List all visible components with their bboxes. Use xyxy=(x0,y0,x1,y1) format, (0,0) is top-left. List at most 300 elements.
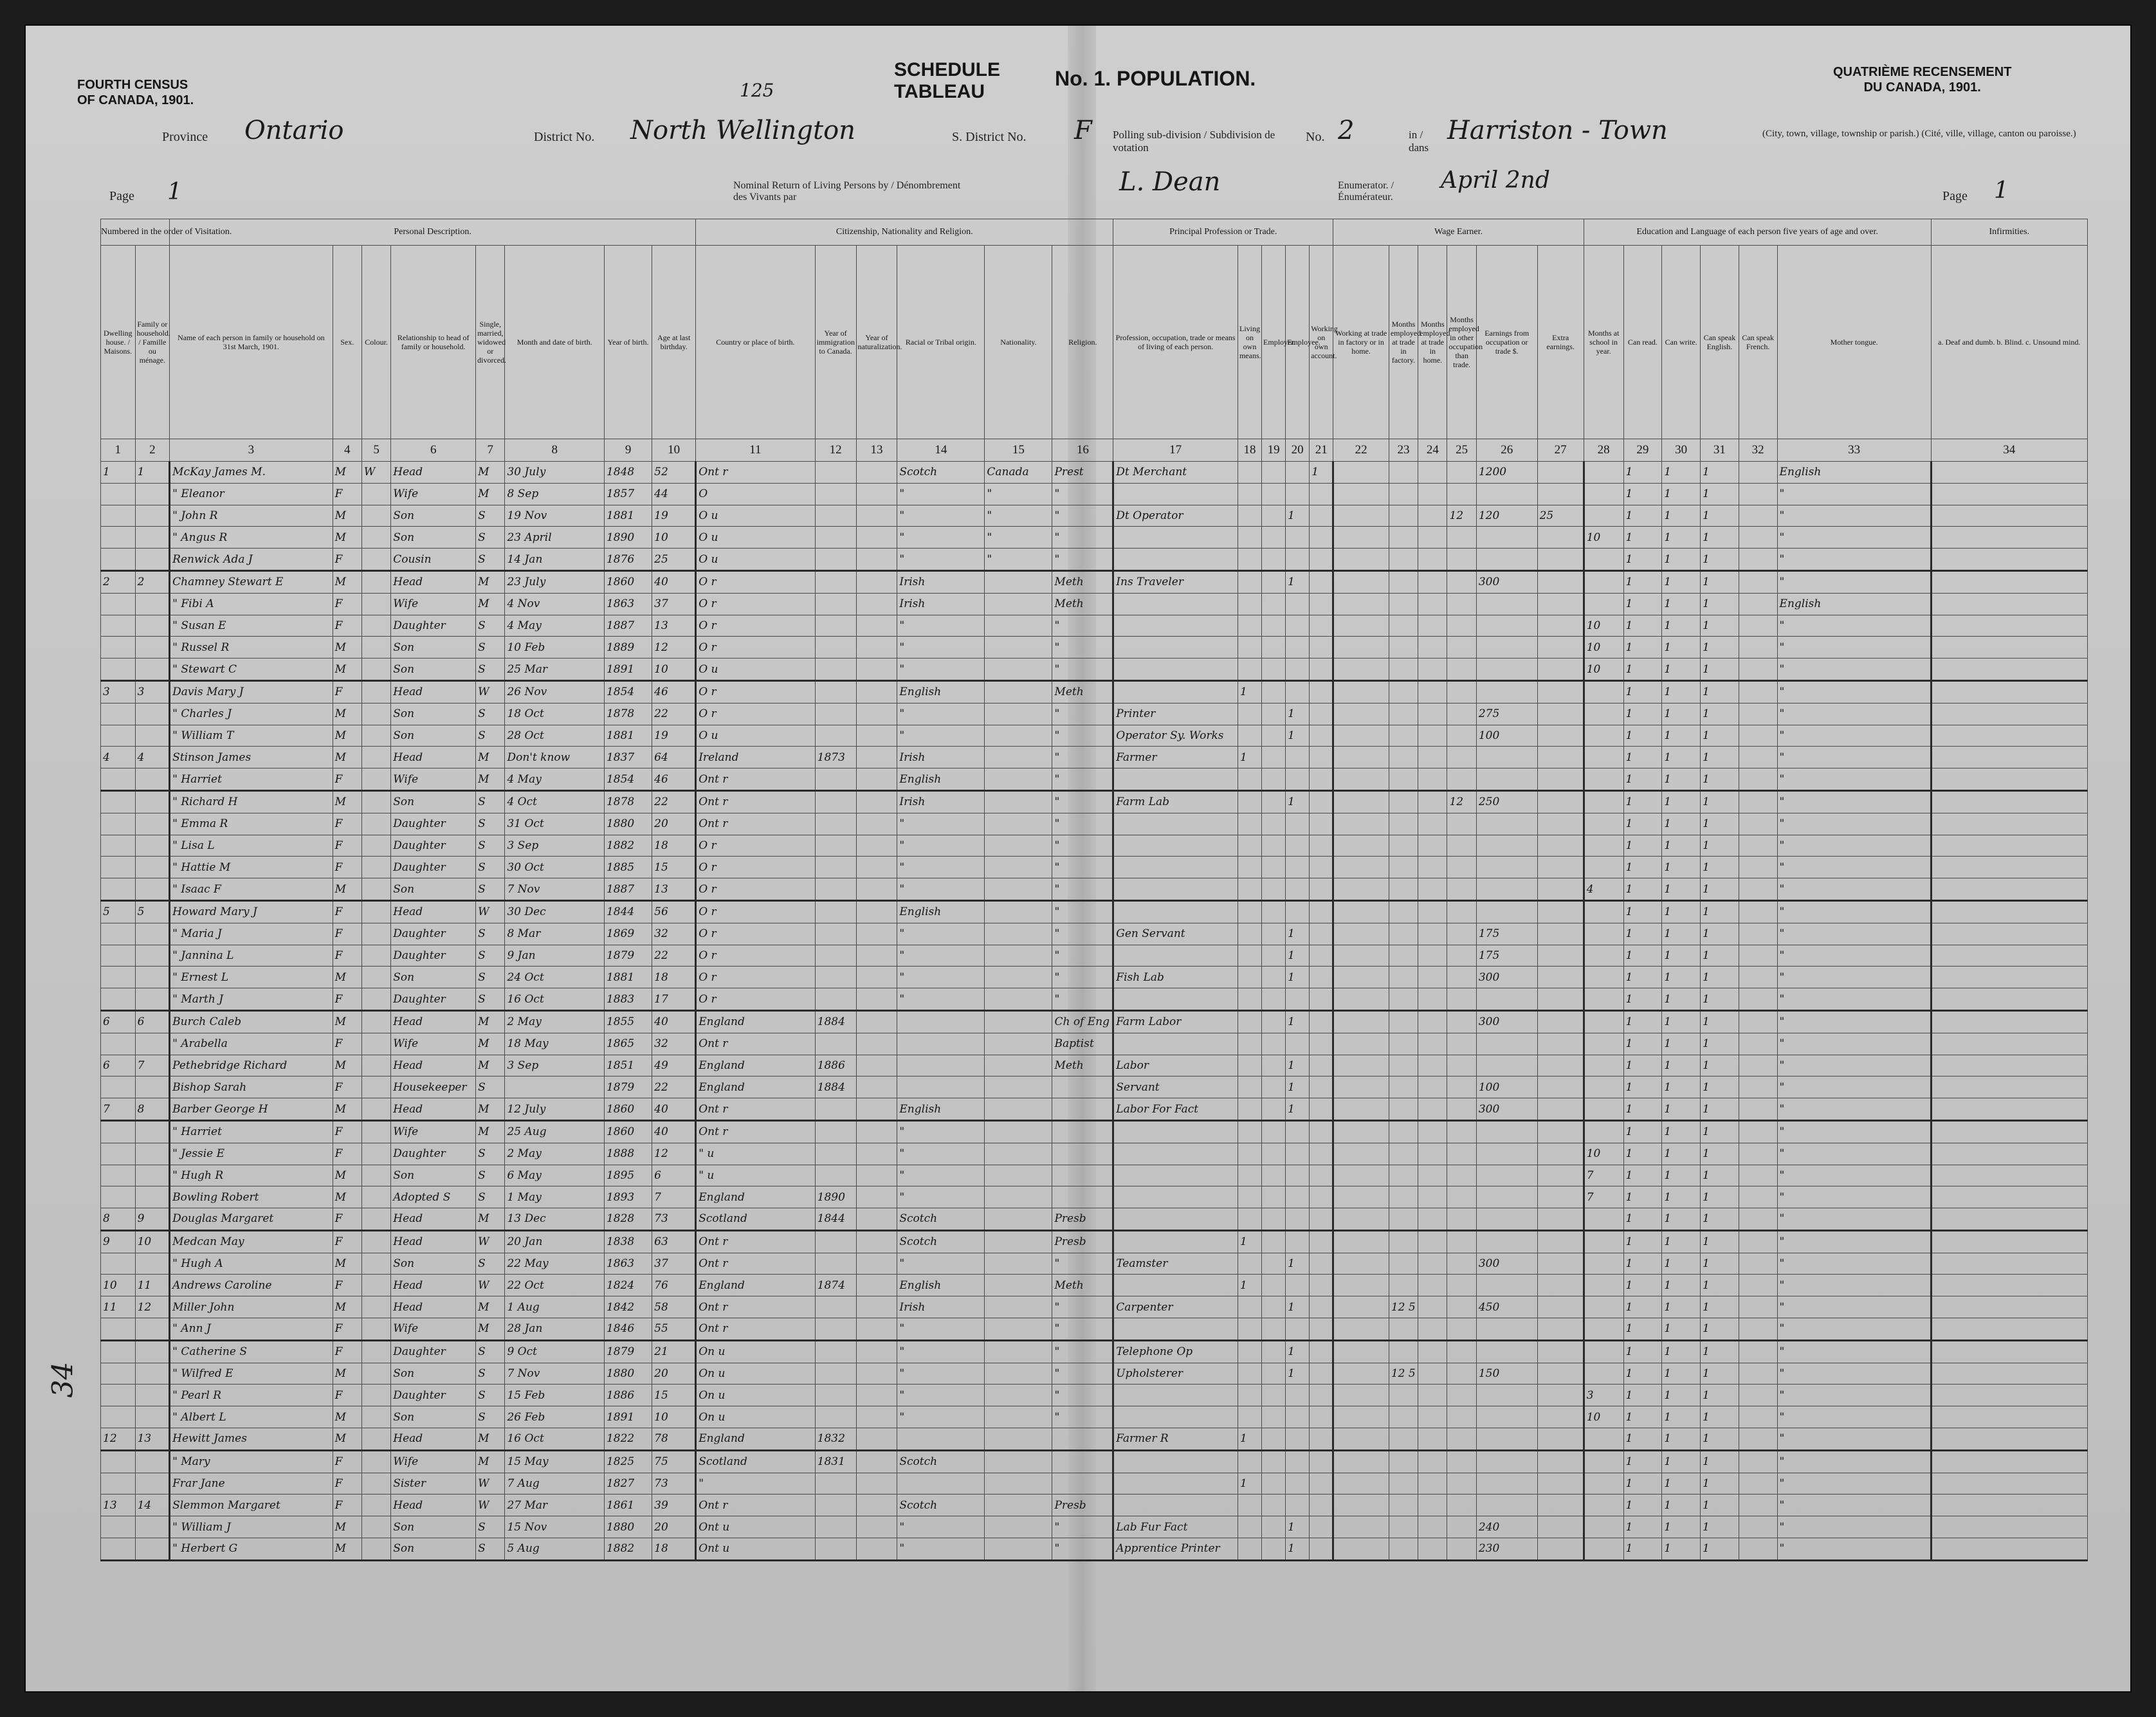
table-cell: Dt Merchant xyxy=(1113,462,1238,484)
population-table xyxy=(100,219,2088,1561)
table-cell xyxy=(1537,1428,1584,1451)
table-cell: 20 xyxy=(652,1516,696,1538)
table-cell xyxy=(1238,1253,1261,1275)
table-cell: 1 xyxy=(1701,988,1739,1011)
column-number: 6 xyxy=(391,439,476,462)
table-cell: 5 xyxy=(135,900,170,923)
table-cell: 1 xyxy=(1701,659,1739,681)
table-cell xyxy=(1476,527,1537,549)
table-cell: O r xyxy=(696,857,815,878)
table-cell xyxy=(815,1296,856,1318)
table-cell xyxy=(1238,945,1261,967)
table-cell: Head xyxy=(391,462,476,484)
table-cell xyxy=(1238,1055,1261,1077)
table-cell xyxy=(1739,1208,1777,1231)
table-cell: 1 xyxy=(1662,945,1701,967)
table-cell: 8 xyxy=(135,1098,170,1121)
table-cell xyxy=(135,1186,170,1208)
table-cell: 1881 xyxy=(604,725,652,747)
table-cell xyxy=(1238,1494,1261,1516)
table-cell: 1 xyxy=(1701,967,1739,988)
table-cell: " xyxy=(1777,1033,1931,1055)
table-cell: M xyxy=(476,768,505,791)
table-cell xyxy=(361,857,390,878)
table-cell: 1 xyxy=(1662,1055,1701,1077)
table-cell: 1 xyxy=(1286,945,1310,967)
table-cell: Scotch xyxy=(897,1450,985,1473)
table-cell xyxy=(1584,1340,1623,1363)
table-cell: 1 xyxy=(1701,1098,1739,1121)
table-cell: M xyxy=(476,1208,505,1231)
table-cell xyxy=(1447,747,1476,768)
group-header: Citizenship, Nationality and Religion. xyxy=(696,219,1113,246)
table-cell xyxy=(1537,857,1584,878)
column-number: 1 xyxy=(101,439,136,462)
table-row xyxy=(101,549,2088,571)
table-cell xyxy=(1333,1120,1389,1143)
table-cell xyxy=(1418,570,1447,593)
table-cell: " xyxy=(897,725,985,747)
table-cell xyxy=(135,703,170,725)
table-cell: 24 Oct xyxy=(505,967,605,988)
table-cell xyxy=(1238,505,1261,527)
table-cell: England xyxy=(696,1010,815,1033)
table-cell xyxy=(1584,1516,1623,1538)
table-cell: Son xyxy=(391,659,476,681)
table-cell: 3 xyxy=(101,680,136,703)
table-cell xyxy=(1931,1296,2087,1318)
table-cell xyxy=(1333,790,1389,813)
table-row xyxy=(101,1385,2088,1406)
table-cell: Son xyxy=(391,1516,476,1538)
table-cell xyxy=(361,1055,390,1077)
table-cell xyxy=(1286,1494,1310,1516)
district-number: 125 xyxy=(740,80,774,101)
table-cell xyxy=(1931,615,2087,637)
table-cell xyxy=(1262,988,1286,1011)
table-cell xyxy=(1931,549,2087,571)
sub-district-value: F xyxy=(1074,116,1092,145)
table-cell xyxy=(1584,835,1623,857)
table-cell: " William T xyxy=(170,725,333,747)
table-cell xyxy=(135,988,170,1011)
table-cell: 26 Feb xyxy=(505,1406,605,1428)
table-cell: " xyxy=(897,527,985,549)
table-cell xyxy=(1262,1186,1286,1208)
table-cell xyxy=(1418,1208,1447,1231)
table-cell xyxy=(135,659,170,681)
table-cell: 1865 xyxy=(604,1033,652,1055)
table-cell: S xyxy=(476,1143,505,1165)
table-cell: 1 May xyxy=(505,1186,605,1208)
table-cell xyxy=(1262,593,1286,615)
table-cell: 46 xyxy=(652,680,696,703)
table-cell: W xyxy=(476,1275,505,1296)
table-cell xyxy=(856,988,897,1011)
table-cell xyxy=(1418,878,1447,901)
table-cell xyxy=(361,1450,390,1473)
table-cell: 52 xyxy=(652,462,696,484)
table-cell: 1822 xyxy=(604,1428,652,1451)
table-cell: Slemmon Margaret xyxy=(170,1494,333,1516)
table-cell xyxy=(1238,1318,1261,1341)
table-cell: 1 xyxy=(1662,1033,1701,1055)
table-cell xyxy=(1447,1428,1476,1451)
table-cell xyxy=(135,1253,170,1275)
table-cell xyxy=(101,988,136,1011)
table-cell: 1 xyxy=(1286,1340,1310,1363)
table-cell xyxy=(1286,1186,1310,1208)
table-cell xyxy=(1389,703,1418,725)
table-cell: 3 xyxy=(1584,1385,1623,1406)
table-cell xyxy=(1113,878,1238,901)
column-header: Sex. xyxy=(333,246,361,439)
table-cell xyxy=(1739,1275,1777,1296)
table-cell xyxy=(135,1318,170,1341)
table-cell xyxy=(1447,570,1476,593)
table-cell xyxy=(1389,1494,1418,1516)
table-cell: Sister xyxy=(391,1473,476,1494)
table-cell xyxy=(1286,1230,1310,1253)
table-cell xyxy=(1447,967,1476,988)
table-cell xyxy=(1447,1385,1476,1406)
table-cell: M xyxy=(333,1186,361,1208)
table-cell: 1 xyxy=(1701,1450,1739,1473)
table-cell: O r xyxy=(696,988,815,1011)
table-cell xyxy=(815,1494,856,1516)
table-cell xyxy=(361,1010,390,1033)
table-cell: S xyxy=(476,1340,505,1363)
column-number-row xyxy=(101,439,2088,462)
table-cell xyxy=(361,593,390,615)
table-cell xyxy=(1113,1275,1238,1296)
table-cell: S xyxy=(476,835,505,857)
table-cell xyxy=(1286,768,1310,791)
table-cell xyxy=(1238,790,1261,813)
table-cell: " xyxy=(1777,570,1931,593)
table-cell xyxy=(1389,1450,1418,1473)
table-cell: 4 xyxy=(101,747,136,768)
table-cell xyxy=(361,1406,390,1428)
table-cell: " xyxy=(897,1253,985,1275)
table-cell xyxy=(1333,637,1389,659)
table-cell: 1 xyxy=(1623,923,1662,945)
table-cell: M xyxy=(333,1055,361,1077)
table-cell: " Marth J xyxy=(170,988,333,1011)
table-cell: Daughter xyxy=(391,988,476,1011)
table-cell xyxy=(1537,1406,1584,1428)
table-cell xyxy=(1418,483,1447,505)
table-cell: Daughter xyxy=(391,857,476,878)
table-cell: M xyxy=(333,967,361,988)
table-cell xyxy=(1537,1340,1584,1363)
table-cell xyxy=(1333,1275,1389,1296)
province-label: Province xyxy=(162,130,208,144)
table-cell xyxy=(101,1473,136,1494)
table-cell: On u xyxy=(696,1385,815,1406)
table-cell: " xyxy=(1777,988,1931,1011)
table-cell: 300 xyxy=(1476,1253,1537,1275)
table-cell xyxy=(101,593,136,615)
column-number: 24 xyxy=(1418,439,1447,462)
table-cell: " xyxy=(1052,923,1113,945)
table-cell: Ont r xyxy=(696,1253,815,1275)
table-cell xyxy=(135,527,170,549)
table-cell: S xyxy=(476,988,505,1011)
table-cell: " xyxy=(897,549,985,571)
table-cell: 1 xyxy=(1662,1450,1701,1473)
table-cell: " xyxy=(1052,1253,1113,1275)
table-cell: Head xyxy=(391,570,476,593)
table-cell xyxy=(1310,967,1333,988)
table-cell xyxy=(1333,1494,1389,1516)
table-cell xyxy=(1476,1318,1537,1341)
table-cell xyxy=(1262,1253,1286,1275)
table-cell: 1 xyxy=(1701,1473,1739,1494)
table-row xyxy=(101,1275,2088,1296)
table-cell xyxy=(856,1296,897,1318)
table-cell xyxy=(1310,1473,1333,1494)
table-cell xyxy=(1537,878,1584,901)
table-cell xyxy=(1584,483,1623,505)
table-cell: Son xyxy=(391,1406,476,1428)
table-cell xyxy=(1537,988,1584,1011)
table-cell xyxy=(1333,462,1389,484)
table-cell xyxy=(1418,1473,1447,1494)
table-cell xyxy=(1389,1253,1418,1275)
table-cell: 1 xyxy=(1623,1450,1662,1473)
table-cell xyxy=(361,1494,390,1516)
table-cell xyxy=(856,1473,897,1494)
table-cell: M xyxy=(476,483,505,505)
table-cell xyxy=(1584,1120,1623,1143)
table-cell xyxy=(1262,878,1286,901)
table-cell: 31 Oct xyxy=(505,813,605,835)
table-cell: 63 xyxy=(652,1230,696,1253)
table-cell xyxy=(1389,570,1418,593)
table-cell xyxy=(1447,1516,1476,1538)
table-cell: 1 xyxy=(1701,505,1739,527)
table-cell: 1 xyxy=(1701,768,1739,791)
table-cell xyxy=(1476,1450,1537,1473)
table-cell: 1890 xyxy=(604,527,652,549)
table-cell: 1891 xyxy=(604,659,652,681)
table-cell: Presb xyxy=(1052,1494,1113,1516)
table-cell: " u xyxy=(696,1165,815,1186)
table-cell xyxy=(1537,1208,1584,1231)
table-cell xyxy=(361,703,390,725)
table-cell: English xyxy=(897,1275,985,1296)
column-header: Months employed at trade in factory. xyxy=(1389,246,1418,439)
table-cell: O u xyxy=(696,527,815,549)
table-row xyxy=(101,637,2088,659)
group-header: Personal Description. xyxy=(170,219,696,246)
table-cell: " Hattie M xyxy=(170,857,333,878)
table-cell: 15 Nov xyxy=(505,1516,605,1538)
table-cell xyxy=(1238,967,1261,988)
table-cell xyxy=(1739,1318,1777,1341)
table-cell: 21 xyxy=(652,1340,696,1363)
table-cell xyxy=(1418,835,1447,857)
table-cell xyxy=(815,1516,856,1538)
table-cell xyxy=(1389,680,1418,703)
table-cell: 1838 xyxy=(604,1230,652,1253)
enumeration-date: April 2nd xyxy=(1441,167,1550,194)
table-cell xyxy=(1333,1340,1389,1363)
table-cell xyxy=(1310,1098,1333,1121)
table-cell: " xyxy=(1777,483,1931,505)
table-cell: 1 xyxy=(1623,505,1662,527)
place-hint: (City, town, village, township or parish.) (Cité, ville, village, canton ou paroisse.) xyxy=(1762,129,2076,139)
table-cell: F xyxy=(333,1143,361,1165)
table-cell: 7 xyxy=(652,1186,696,1208)
column-header: Family or household. / Famille ou ménage. xyxy=(135,246,170,439)
schedule-en: SCHEDULE xyxy=(894,59,1001,80)
table-cell xyxy=(1476,549,1537,571)
table-cell: Bishop Sarah xyxy=(170,1077,333,1098)
table-cell: Head xyxy=(391,1208,476,1231)
table-cell: 1 xyxy=(1286,1538,1310,1561)
table-cell xyxy=(1389,878,1418,901)
table-cell xyxy=(1447,615,1476,637)
table-cell xyxy=(1333,1186,1389,1208)
table-cell: S xyxy=(476,923,505,945)
table-cell: 46 xyxy=(652,768,696,791)
table-cell: M xyxy=(333,462,361,484)
table-cell xyxy=(1537,1186,1584,1208)
table-cell: " John R xyxy=(170,505,333,527)
table-cell: " xyxy=(1052,945,1113,967)
table-cell: 1 xyxy=(1623,1098,1662,1121)
table-cell: Irish xyxy=(897,790,985,813)
table-cell xyxy=(1418,637,1447,659)
table-cell xyxy=(101,1450,136,1473)
table-cell xyxy=(1447,835,1476,857)
table-cell: 7 Nov xyxy=(505,878,605,901)
table-cell xyxy=(101,1538,136,1561)
column-header: Age at last birthday. xyxy=(652,246,696,439)
table-cell: 11 xyxy=(101,1296,136,1318)
table-cell xyxy=(1537,945,1584,967)
table-cell: 1 xyxy=(1701,1318,1739,1341)
table-cell: 1884 xyxy=(815,1077,856,1098)
table-cell xyxy=(1418,1143,1447,1165)
table-cell xyxy=(1310,593,1333,615)
table-cell: 100 xyxy=(1476,725,1537,747)
table-row xyxy=(101,1318,2088,1341)
table-cell: 1 xyxy=(1623,988,1662,1011)
table-cell: S xyxy=(476,813,505,835)
column-number: 18 xyxy=(1238,439,1261,462)
table-cell: 1876 xyxy=(604,549,652,571)
table-cell xyxy=(1931,462,2087,484)
table-cell: 1831 xyxy=(815,1450,856,1473)
column-header: Year of birth. xyxy=(604,246,652,439)
table-cell xyxy=(1739,900,1777,923)
column-number: 23 xyxy=(1389,439,1418,462)
table-cell xyxy=(1931,747,2087,768)
table-cell xyxy=(1238,1010,1261,1033)
table-cell: 1 xyxy=(1701,857,1739,878)
table-cell: 39 xyxy=(652,1494,696,1516)
table-cell xyxy=(1537,1473,1584,1494)
table-cell: " xyxy=(1777,1428,1931,1451)
table-cell: 73 xyxy=(652,1473,696,1494)
table-cell: M xyxy=(333,1516,361,1538)
table-cell: 1844 xyxy=(815,1208,856,1231)
table-cell: Son xyxy=(391,1363,476,1385)
table-cell xyxy=(101,813,136,835)
table-cell: 73 xyxy=(652,1208,696,1231)
table-cell: " Charles J xyxy=(170,703,333,725)
table-cell xyxy=(361,483,390,505)
table-cell: 11 xyxy=(135,1275,170,1296)
table-cell: 1 xyxy=(1662,527,1701,549)
table-cell xyxy=(1931,1473,2087,1494)
table-cell xyxy=(1739,1538,1777,1561)
table-cell xyxy=(1418,1406,1447,1428)
table-cell xyxy=(1476,1208,1537,1231)
table-cell: England xyxy=(696,1428,815,1451)
table-cell: 1 xyxy=(1662,900,1701,923)
table-cell: F xyxy=(333,593,361,615)
table-cell: " xyxy=(1052,1385,1113,1406)
table-cell xyxy=(815,900,856,923)
table-row xyxy=(101,1363,2088,1385)
column-number: 3 xyxy=(170,439,333,462)
table-cell xyxy=(1286,1165,1310,1186)
table-cell: " xyxy=(696,1473,815,1494)
table-cell xyxy=(1447,1143,1476,1165)
table-cell: " xyxy=(1777,1208,1931,1231)
table-cell xyxy=(1286,680,1310,703)
table-cell: S xyxy=(476,1363,505,1385)
district-value: North Wellington xyxy=(630,116,855,145)
table-cell: S xyxy=(476,659,505,681)
table-cell xyxy=(1310,988,1333,1011)
table-cell: 1855 xyxy=(604,1010,652,1033)
table-cell: Irish xyxy=(897,1296,985,1318)
table-cell xyxy=(1537,923,1584,945)
table-cell: 250 xyxy=(1476,790,1537,813)
table-cell xyxy=(361,1253,390,1275)
table-cell: 1 xyxy=(1701,1077,1739,1098)
table-cell: " xyxy=(897,1143,985,1165)
table-cell: 1825 xyxy=(604,1450,652,1473)
column-header: Nationality. xyxy=(985,246,1052,439)
table-cell xyxy=(1333,813,1389,835)
table-cell: On u xyxy=(696,1363,815,1385)
table-cell xyxy=(1310,1516,1333,1538)
table-cell xyxy=(985,1406,1052,1428)
table-cell xyxy=(361,615,390,637)
table-cell xyxy=(101,857,136,878)
table-cell xyxy=(1262,1450,1286,1473)
table-cell: 1879 xyxy=(604,945,652,967)
table-cell xyxy=(1584,768,1623,791)
table-cell xyxy=(815,703,856,725)
table-cell: 1 xyxy=(1623,768,1662,791)
table-cell xyxy=(1447,703,1476,725)
table-cell: " xyxy=(1777,1318,1931,1341)
table-cell xyxy=(985,1165,1052,1186)
table-cell xyxy=(1052,1143,1113,1165)
table-cell: 22 May xyxy=(505,1253,605,1275)
table-cell: " Catherine S xyxy=(170,1340,333,1363)
table-cell: 1 xyxy=(1662,1296,1701,1318)
table-cell xyxy=(1286,527,1310,549)
table-cell xyxy=(1310,680,1333,703)
